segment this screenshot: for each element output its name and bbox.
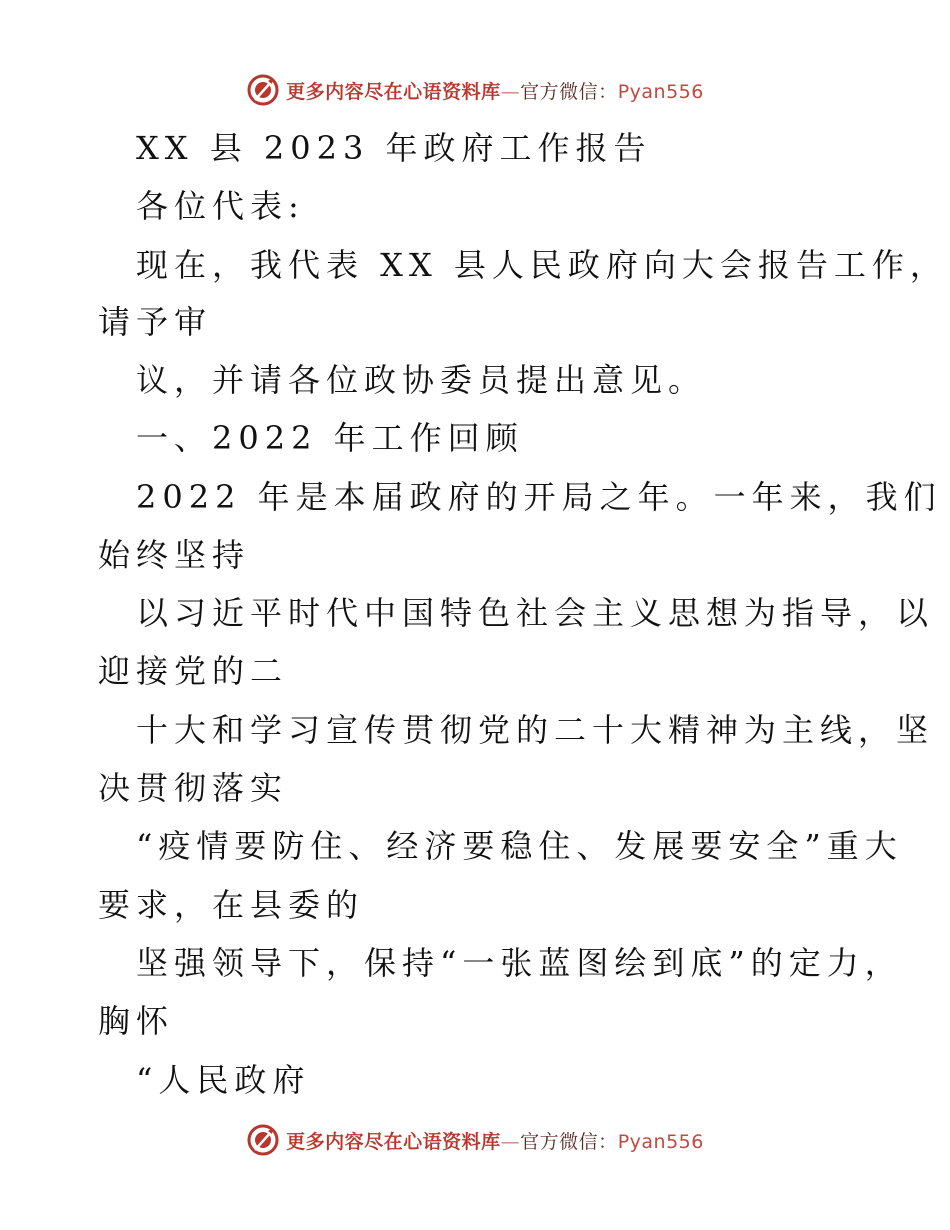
document-title: XX 县 2023 年政府工作报告 — [136, 129, 652, 167]
text-line: 请予审 — [98, 303, 213, 341]
pen-seal-icon — [246, 73, 280, 107]
text-line: 胸怀 — [98, 1002, 175, 1040]
text-line: 各位代表: — [136, 187, 305, 225]
watermark-dash: — — [500, 80, 521, 103]
watermark-wechat-id: Pyan556 — [617, 1130, 704, 1153]
text-line: 要求，在县委的 — [98, 886, 365, 924]
text-line: 以习近平时代中国特色社会主义思想为指导，以 — [136, 594, 935, 632]
watermark-official: 官方微信： — [520, 80, 618, 103]
footer-watermark — [0, 1120, 950, 1160]
watermark-promo: 更多内容尽在心语资料库 — [286, 1130, 501, 1153]
text-line: 2022 年是本届政府的开局之年。一年来，我们 — [136, 478, 942, 516]
watermark-wechat-id: Pyan556 — [617, 80, 704, 103]
watermark-dash: — — [500, 1130, 521, 1153]
watermark-text — [286, 1127, 704, 1154]
watermark-official: 官方微信： — [520, 1130, 618, 1153]
text-line: 始终坚持 — [98, 536, 251, 574]
text-line: “人民政府 — [136, 1061, 311, 1099]
text-line: 十大和学习宣传贯彻党的二十大精神为主线，坚 — [136, 711, 935, 749]
text-line: 决贯彻落实 — [98, 769, 289, 807]
text-line: 议，并请各位政协委员提出意见。 — [136, 361, 707, 399]
text-line: 迎接党的二 — [98, 652, 289, 690]
text-line: 坚强领导下，保持“一张蓝图绘到底”的定力， — [136, 944, 903, 982]
pen-seal-icon — [246, 1123, 280, 1157]
watermark-promo: 更多内容尽在心语资料库 — [286, 80, 501, 103]
text-line: 现在，我代表 XX 县人民政府向大会报告工作， — [136, 246, 948, 284]
header-watermark — [0, 70, 950, 110]
section-heading: 一、2022 年工作回顾 — [136, 419, 524, 457]
text-line: “疫情要防住、经济要稳住、发展要安全”重大 — [136, 827, 903, 865]
watermark-text — [286, 77, 704, 104]
